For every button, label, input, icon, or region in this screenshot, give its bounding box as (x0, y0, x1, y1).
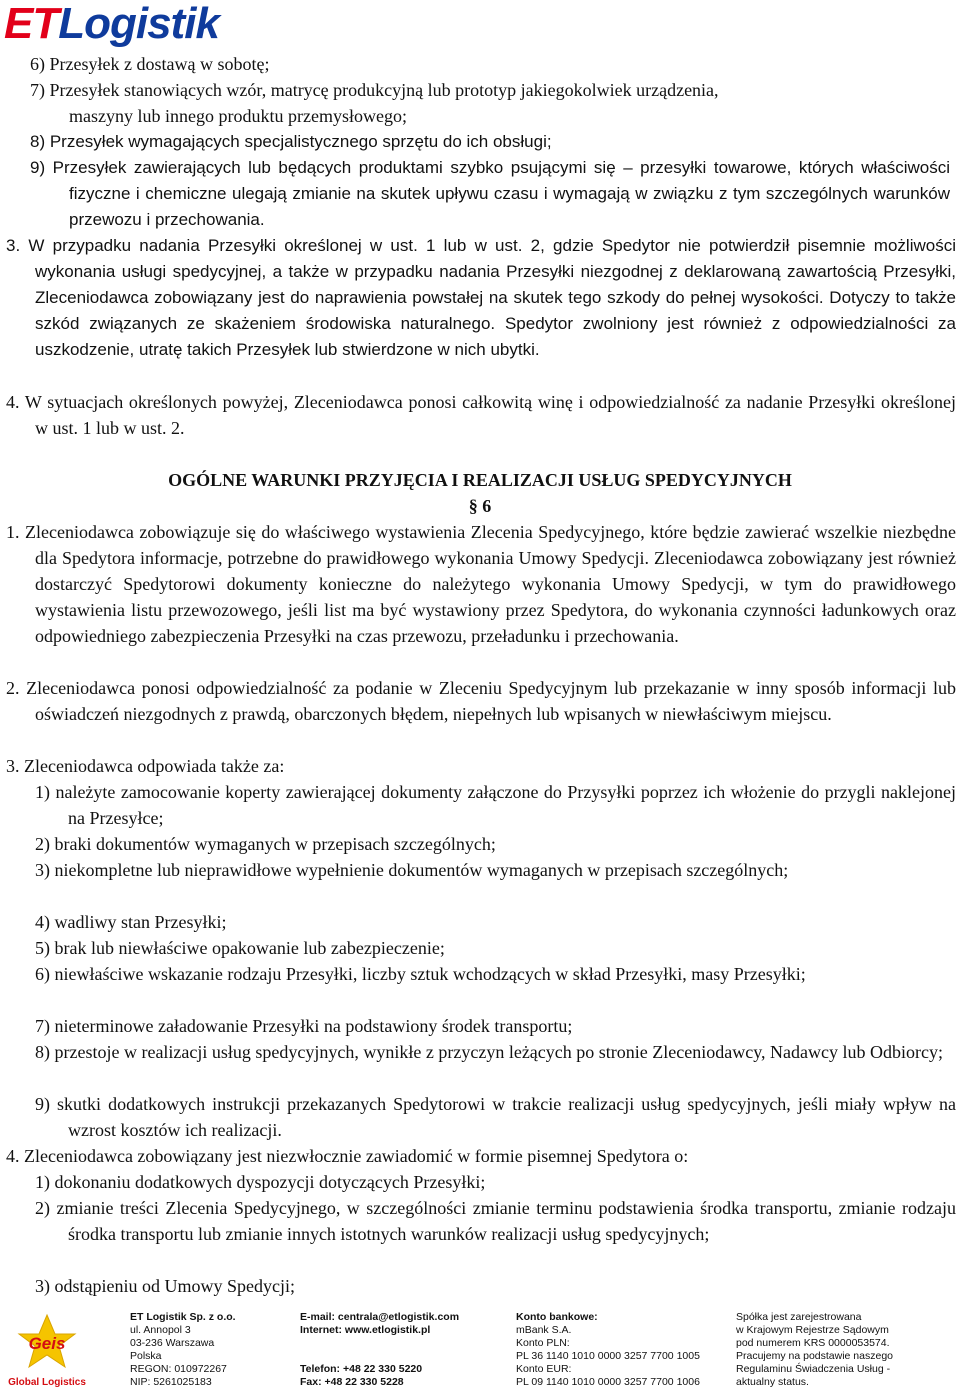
list-item: 7) nieterminowe załadowanie Przesyłki na podstawiony środek transportu; (35, 1016, 573, 1036)
list-item: 6) niewłaściwe wskazanie rodzaju Przesyłki, liczby sztuk wchodzących w skład Przesyłki, masy Przesyłki; (35, 964, 806, 984)
company-nip: NIP: 5261025183 (130, 1376, 212, 1388)
list-item: 7) Przesyłek stanowiących wzór, matrycę produkcyjną lub prototyp jakiegokolwiek urządzenia, (30, 80, 719, 100)
contact-phone: Telefon: +48 22 330 5220 (300, 1363, 423, 1375)
contact-email[interactable]: E-mail: centrala@etlogistik.com (300, 1311, 460, 1323)
list-item: 9) skutki dodatkowych instrukcji przekazanych Spedytorowi w trakcie realizacji usług spedycyjnych, jeśli miały wpływ na wzrost kosztów ich realizacji. (35, 1094, 956, 1140)
registry-line: Regulaminu Świadczenia Usług - (736, 1363, 891, 1375)
company-city: 03-236 Warszawa (130, 1337, 215, 1349)
footer-company (130, 1311, 236, 1389)
footer-registry (736, 1311, 893, 1389)
list-item: 1) należyte zamocowanie koperty zawierającej dokumenty załączone do Przysyłki poprzez ich włożenie do przygli naklejonej na Przesyłce; (35, 782, 956, 828)
list-item: 3) odstąpieniu od Umowy Spedycji; (35, 1276, 295, 1296)
geis-logo-icon (6, 1313, 88, 1389)
list-item: 4) wadliwy stan Przesyłki; (35, 912, 227, 932)
company-country: Polska (130, 1350, 162, 1362)
bank-title: Konto bankowe: (516, 1311, 598, 1323)
registry-line: Spółka jest zarejestrowana (736, 1311, 862, 1323)
numbered-paragraph: 3. Zleceniodawca odpowiada także za: (6, 756, 285, 776)
bank-pln-label: Konto PLN: (516, 1337, 570, 1349)
logo-et: ET (4, 0, 59, 48)
bank-pln-account: PL 36 1140 1010 0000 3257 7700 1005 (516, 1350, 700, 1362)
footer-contact (300, 1311, 459, 1389)
numbered-paragraph: 4. Zleceniodawca zobowiązany jest niezwłocznie zawiadomić w formie pisemnej Spedytora o: (6, 1146, 689, 1166)
list-item: 2) braki dokumentów wymaganych w przepisach szczególnych; (35, 834, 496, 854)
list-item: 6) Przesyłek z dostawą w sobotę; (30, 54, 270, 74)
section-title: OGÓLNE WARUNKI PRZYJĘCIA I REALIZACJI USŁUG SPEDYCYJNYCH (168, 470, 792, 490)
geis-logo-caption: Global Logistics (8, 1377, 86, 1388)
contact-website[interactable]: Internet: www.etlogistik.pl (300, 1324, 431, 1336)
list-item: 9) Przesyłek zawierających lub będących produktami szybko psującymi się – przesyłki towarowe, których właściwości fizyczne i chemiczne ulegają zmianie na skutek upływu czasu i wymagają w związku z tym szczególnych warunków przewozu i przechowania. (30, 158, 950, 229)
registry-line: w Krajowym Rejestrze Sądowym (736, 1324, 889, 1336)
company-name: ET Logistik Sp. z o.o. (130, 1311, 236, 1323)
geis-logo (6, 1313, 88, 1389)
logo-logistik: Logistik (58, 0, 219, 48)
list-item: 8) Przesyłek wymagających specjalistycznego sprzętu do ich obsługi; (30, 132, 552, 151)
contact-fax: Fax: +48 22 330 5228 (300, 1376, 404, 1388)
footer-bank (516, 1311, 700, 1389)
bank-name: mBank S.A. (516, 1324, 572, 1336)
company-regon: REGON: 010972267 (130, 1363, 227, 1375)
list-item: 2) zmianie treści Zlecenia Spedycyjnego, w szczególności zmianie terminu podstawienia środka transportu, zmianie rodzaju środka transportu lub zmianie innych istotnych warunków realizacji usług spedycyjnych; (35, 1198, 956, 1244)
numbered-paragraph: 3. W przypadku nadania Przesyłki określonej w ust. 1 lub w ust. 2, gdzie Spedytor nie potwierdził pisemnie możliwości wykonania usługi spedycyjnej, a także w przypadku nadania Przesyłki niezgodnej z deklarowaną zawartością Przesyłki, Zleceniodawca zobowiązany jest do naprawienia powstałej na skutek tego szkody do pełnej wysokości. Dotyczy to także szkód związanych ze skażeniem środowiska naturalnego. Spedytor zwolniony jest również z odpowiedzialności za uszkodzenie, utratę takich Przesyłek lub stwierdzone w nich ubytki. (6, 236, 956, 359)
section-number: § 6 (468, 496, 492, 516)
registry-line: pod numerem KRS 0000053574. (736, 1337, 890, 1349)
list-item-continuation: maszyny lub innego produktu przemysłowego; (69, 106, 407, 126)
geis-logo-text: Geis (28, 1334, 66, 1353)
list-item: 8) przestoje w realizacji usług spedycyjnych, wynikłe z przyczyn leżących po stronie Zleceniodawcy, Nadawcy lub Odbiorcy; (35, 1042, 943, 1062)
bank-eur-label: Konto EUR: (516, 1363, 572, 1375)
bank-eur-account: PL 09 1140 1010 0000 3257 7700 1006 (516, 1376, 700, 1388)
numbered-paragraph: 1. Zleceniodawca zobowiązuje się do właściwego wystawienia Zlecenia Spedycyjnego, które będzie zawierać wszelkie niezbędne dla Spedytora informacje, potrzebne do prawidłowego wykonania Umowy Spedycji. Zleceniodawca zobowiązany jest również dostarczyć Spedytorowi dokumenty konieczne do należytego wykonania Umowy Spedycji, w tym do prawidłowego wystawienia listu przewozowego, jeśli list ma być wystawiony przez Spedytora, do wykonania czynności ładunkowych oraz odpowiedniego zabezpieczenia Przesyłki na czas przewozu, przeładunku i przechowania. (6, 522, 956, 646)
registry-line: Pracujemy na podstawie naszego (736, 1350, 894, 1362)
company-logo (4, 2, 219, 46)
numbered-paragraph: 4. W sytuacjach określonych powyżej, Zleceniodawca ponosi całkowitą winę i odpowiedzialność za nadanie Przesyłki określonej w ust. 1 lub w ust. 2. (6, 392, 956, 438)
list-item: 3) niekompletne lub nieprawidłowe wypełnienie dokumentów wymaganych w przepisach szczególnych; (35, 860, 789, 880)
numbered-paragraph: 2. Zleceniodawca ponosi odpowiedzialność za podanie w Zleceniu Spedycyjnym lub przekazanie w inny sposób informacji lub oświadczeń niezgodnych z prawdą, obarczonych błędem, niepełnych lub wpisanych w niewłaściwym miejscu. (6, 678, 956, 724)
list-item: 1) dokonaniu dodatkowych dyspozycji dotyczących Przesyłki; (35, 1172, 486, 1192)
company-street: ul. Annopol 3 (130, 1324, 191, 1336)
registry-line: aktualny status. (736, 1376, 809, 1388)
list-item: 5) brak lub niewłaściwe opakowanie lub zabezpieczenie; (35, 938, 445, 958)
